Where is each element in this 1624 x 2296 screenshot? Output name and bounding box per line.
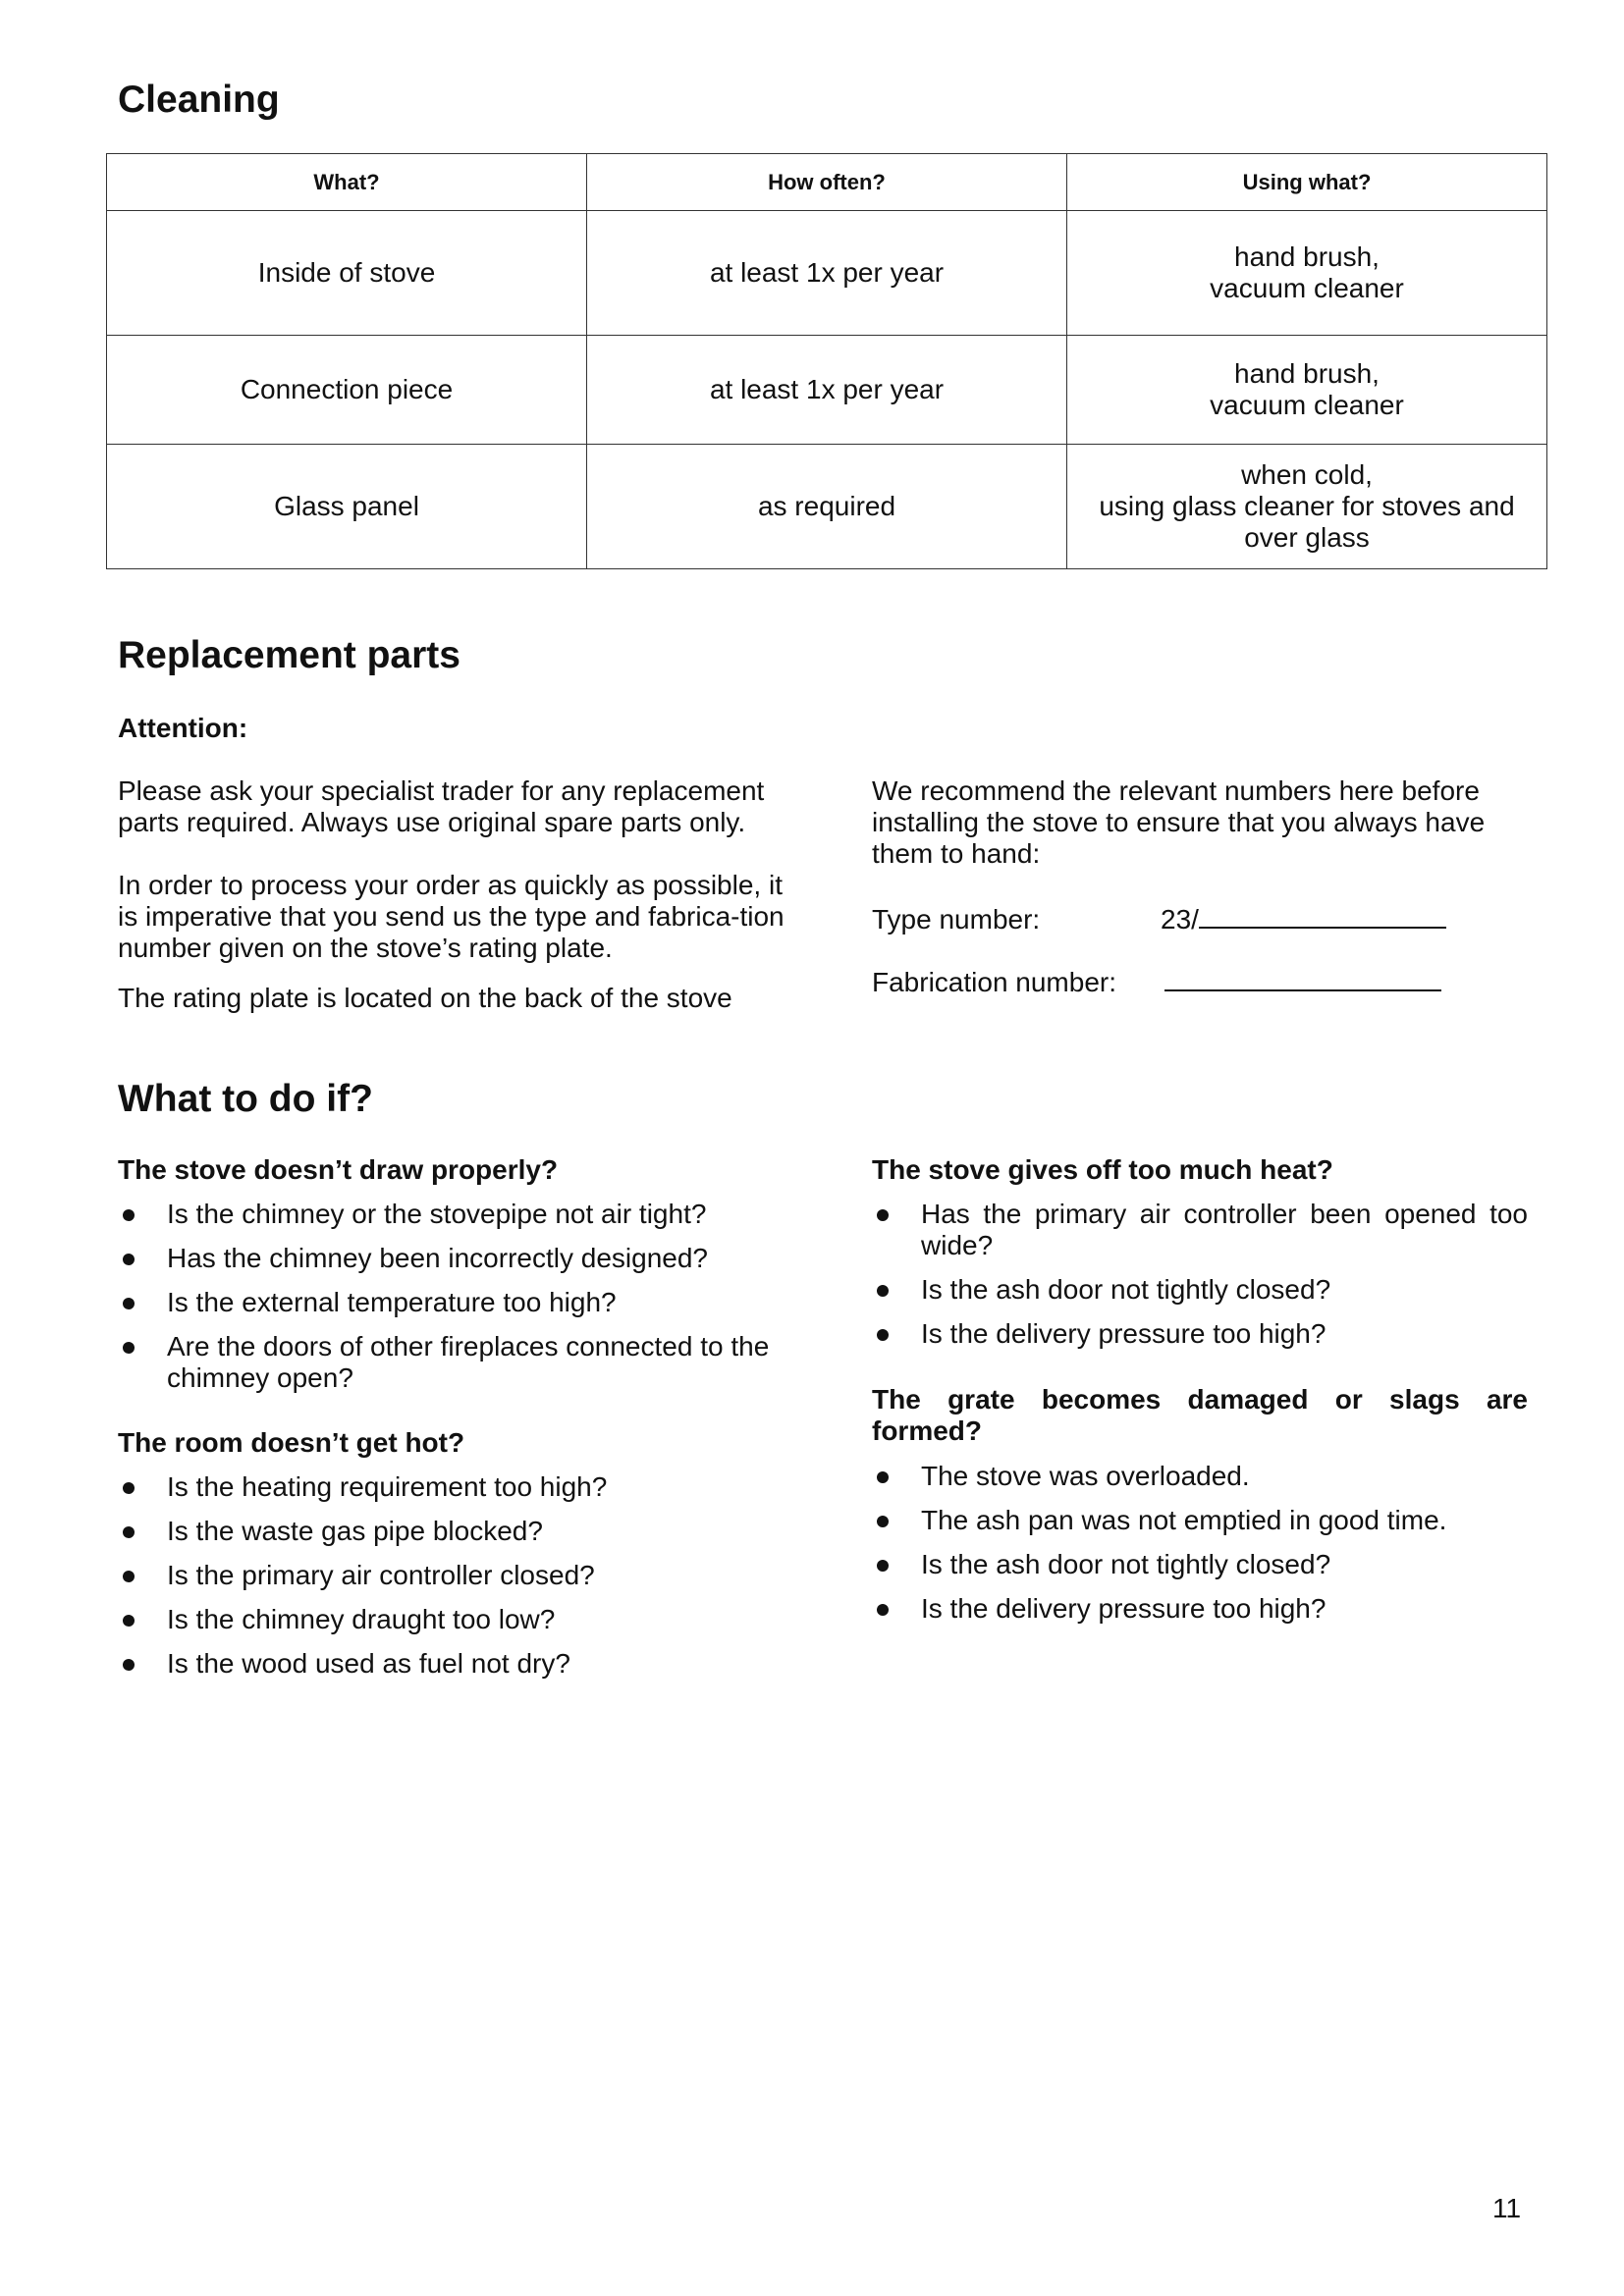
grate-problem-title: The grate becomes damaged or slags are formed? (872, 1384, 1528, 1446)
list-item: Is the ash door not tightly closed? (872, 1274, 1528, 1306)
list-item: Are the doors of other fireplaces connected to the chimney open? (118, 1331, 785, 1394)
table-cell: when cold, using glass cleaner for stoves and over glass (1067, 445, 1547, 569)
type-number-prefix: 23/ (1161, 904, 1199, 934)
type-number-blank-line (1199, 901, 1446, 929)
column-header-using-what: Using what? (1067, 154, 1547, 211)
list-item: Is the primary air controller closed? (118, 1560, 785, 1591)
fabrication-number-blank-line (1164, 964, 1441, 991)
heat-problem-list (872, 1199, 1528, 1362)
attention-label: Attention: (118, 713, 248, 743)
fabrication-number-field (872, 964, 1441, 998)
table-cell: at least 1x per year (587, 211, 1067, 336)
list-item: The stove was overloaded. (872, 1461, 1528, 1492)
list-item: Is the chimney draught too low? (118, 1604, 785, 1635)
list-item: Is the external temperature too high? (118, 1287, 785, 1318)
table-cell: as required (587, 445, 1067, 569)
list-item: Has the primary air controller been opened too wide? (872, 1199, 1528, 1261)
rating-plate-note: The rating plate is located on the back of the stove (118, 983, 732, 1013)
table-cell: at least 1x per year (587, 336, 1067, 445)
draw-problem-list (118, 1199, 785, 1407)
column-header-what: What? (107, 154, 587, 211)
cleaning-heading: Cleaning (118, 79, 280, 121)
table-cell: Connection piece (107, 336, 587, 445)
list-item: Is the waste gas pipe blocked? (118, 1516, 785, 1547)
page-number: 11 (1492, 2193, 1522, 2223)
type-number-label: Type number: (872, 904, 1041, 934)
heat-problem-title: The stove gives off too much heat? (872, 1154, 1333, 1185)
list-item: Is the delivery pressure too high? (872, 1318, 1528, 1350)
type-number-field (872, 901, 1446, 935)
recommendation-paragraph: We recommend the relevant numbers here before installing the stove to ensure that you always have them to hand: (872, 775, 1486, 869)
grate-problem-list (872, 1461, 1528, 1637)
table-row (107, 336, 1547, 445)
table-row (107, 211, 1547, 336)
fabrication-number-label: Fabrication number: (872, 967, 1117, 997)
table-cell: Glass panel (107, 445, 587, 569)
list-item: The ash pan was not emptied in good time. (872, 1505, 1528, 1536)
draw-problem-title: The stove doesn’t draw properly? (118, 1154, 559, 1185)
table-cell: hand brush, vacuum cleaner (1067, 336, 1547, 445)
list-item: Is the wood used as fuel not dry? (118, 1648, 785, 1680)
column-header-how-often: How often? (587, 154, 1067, 211)
room-problem-list (118, 1471, 785, 1692)
list-item: Is the ash door not tightly closed? (872, 1549, 1528, 1580)
list-item: Has the chimney been incorrectly designed? (118, 1243, 785, 1274)
list-item: Is the chimney or the stovepipe not air tight? (118, 1199, 785, 1230)
list-item: Is the delivery pressure too high? (872, 1593, 1528, 1625)
replacement-paragraph-1: Please ask your specialist trader for any replacement parts required. Always use original spare parts only. (118, 775, 765, 837)
table-cell: Inside of stove (107, 211, 587, 336)
what-to-do-heading: What to do if? (118, 1078, 373, 1120)
cleaning-table (106, 153, 1547, 569)
room-problem-title: The room doesn’t get hot? (118, 1427, 465, 1458)
table-header-row (107, 154, 1547, 211)
list-item: Is the heating requirement too high? (118, 1471, 785, 1503)
replacement-paragraph-2: In order to process your order as quickly as possible, it is imperative that you send us the type and fabrica-tion number given on the stove’s rating plate. (118, 870, 785, 963)
table-row (107, 445, 1547, 569)
table-cell: hand brush, vacuum cleaner (1067, 211, 1547, 336)
replacement-parts-heading: Replacement parts (118, 634, 460, 676)
